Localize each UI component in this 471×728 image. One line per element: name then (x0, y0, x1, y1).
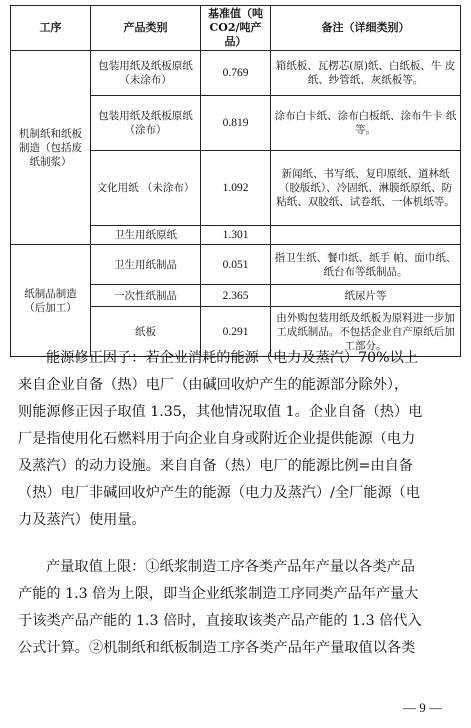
table-row (11, 51, 461, 96)
value-cell: 0.819 (201, 96, 271, 151)
value-cell: 1.301 (201, 226, 271, 245)
header-note: 备注（详细类别） (271, 6, 461, 51)
note-cell: 纸尿片等 (271, 285, 461, 307)
paragraph-line: 产量取值上限：①纸浆制造工序各类产品年产量以各类产品 (46, 559, 415, 575)
value-cell: 0.291 (201, 307, 271, 357)
category-cell: 卫生用纸制品 (91, 245, 201, 285)
value-cell: 0.051 (201, 245, 271, 285)
table-header-row (11, 6, 461, 51)
note-cell: 箱纸板、瓦楞芯(原)纸、白纸板、牛 皮纸、纱管纸、灰纸板等。 (271, 51, 461, 96)
header-process: 工序 (11, 6, 91, 51)
process-cell: 机制纸和纸板制造（包括废纸制浆） (11, 51, 91, 245)
paragraph-line: 则能源修正因子取值 1.35，其他情况取值 1。企业自备（热）电 (18, 404, 423, 420)
category-cell: 包装用纸及纸板原纸（未涂布） (91, 51, 201, 96)
category-cell: 一次性纸制品 (91, 285, 201, 307)
note-cell: 涂布白卡纸、涂布白板纸、涂布牛卡 纸等。 (271, 96, 461, 151)
value-cell: 0.769 (201, 51, 271, 96)
production-cap-paragraph (18, 554, 460, 662)
note-cell (271, 226, 461, 245)
note-cell: 指卫生纸、餐巾纸、纸手 帕、面巾纸、纸台布等纸制品。 (271, 245, 461, 285)
paragraph-line: 来自企业自备（热）电厂（由碱回收炉产生的能源部分除外）， (18, 377, 409, 393)
paragraph-line: 厂是指使用化石燃料用于向企业自身或附近企业提供能源（电力 (18, 431, 416, 447)
paragraph-line: 能源修正因子：若企业消耗的能源（电力及蒸汽）70%以上 (46, 350, 419, 366)
category-cell: 卫生用纸原纸 (91, 226, 201, 245)
process-cell: 纸制品制造（后加工） (11, 245, 91, 357)
note-cell: 新闻纸、书写纸、复印原纸、道林纸（胶版纸）、冷固纸、淋膜纸原纸、防粘纸、双胶纸、试卷纸、一体机纸等。 (271, 151, 461, 226)
paragraph-line: （热）电厂非碱回收炉产生的能源（电力及蒸汽）/全厂能源（电 (18, 485, 421, 501)
paragraph-line: 于该类产品产能的 1.3 倍时，直接取该类产品产能的 1.3 倍代入 (18, 613, 422, 629)
paragraph-line: 及蒸汽）的动力设施。来自自备（热）电厂的能源比例=由自备 (18, 458, 413, 474)
energy-correction-paragraph (18, 345, 460, 534)
paragraph-line: 力及蒸汽）使用量。 (18, 512, 146, 528)
value-cell: 2.365 (201, 285, 271, 307)
paragraph-line: 产能的 1.3 倍为上限，即当企业纸浆制造工序同类产品年产量大 (18, 586, 419, 602)
paragraph-line: 公式计算。②机制纸和纸板制造工序各类产品年产量取值以各类 (18, 640, 416, 656)
value-cell: 1.092 (201, 151, 271, 226)
page-number: — 9 — (403, 700, 442, 715)
header-category: 产品类别 (91, 6, 201, 51)
category-cell: 包装用纸及纸板原纸（涂布） (91, 96, 201, 151)
header-benchmark: 基准值（吨CO2/吨产品） (201, 6, 271, 51)
note-cell: 由外购包装用纸及纸板为原料进一步加工成纸制品。不包括企业自产原纸后加工部分。 (271, 307, 461, 357)
category-cell: 文化用纸 （未涂布） (91, 151, 201, 226)
benchmark-table (10, 5, 461, 357)
category-cell: 纸板 (91, 307, 201, 357)
table-row (11, 245, 461, 285)
